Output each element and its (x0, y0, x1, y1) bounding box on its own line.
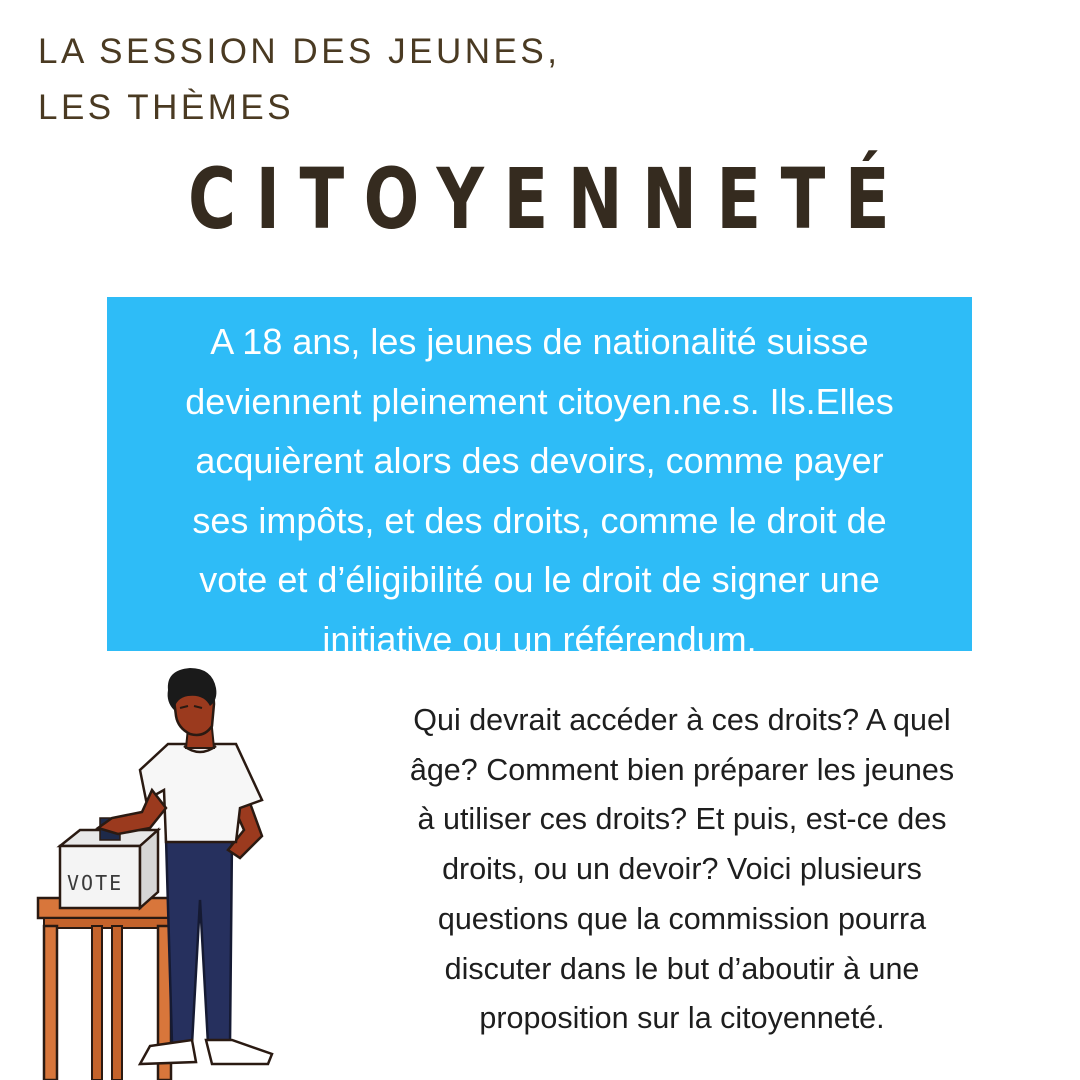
question-line: à utiliser ces droits? Et puis, est-ce des (417, 802, 947, 837)
intro-line: initiative ou un référendum. (322, 618, 757, 660)
intro-line: vote et d’éligibilité ou le droit de signer une (199, 559, 880, 600)
intro-line: deviennent pleinement citoyen.ne.s. Ils.Elles (185, 380, 894, 422)
question-line: Qui devrait accéder à ces droits? A quel (413, 703, 951, 737)
header-line-1: LA SESSION DES JEUNES, (38, 32, 561, 71)
question-line: droits, ou un devoir? Voici plusieurs (442, 852, 922, 887)
intro-line: acquièrent alors des devoirs, comme payer (195, 440, 884, 481)
intro-line: ses impôts, et des droits, comme le droit de (192, 499, 887, 541)
question-line: âge? Comment bien préparer les jeunes (409, 752, 955, 787)
question-line: discuter dans le but d’aboutir à une (444, 951, 920, 986)
question-line: questions que la commission pourra (437, 901, 927, 936)
ballot-label: VOTE (67, 871, 124, 895)
page-title: CITOYENNETÉ (188, 150, 910, 248)
question-line: proposition sur la citoyenneté. (479, 1001, 885, 1036)
header-line-2: LES THÈMES (38, 88, 295, 127)
voter-illustration (0, 660, 350, 1080)
questions-text (352, 696, 1012, 1044)
intro-line: A 18 ans, les jeunes de nationalité suisse (210, 321, 869, 362)
intro-text (113, 312, 966, 669)
